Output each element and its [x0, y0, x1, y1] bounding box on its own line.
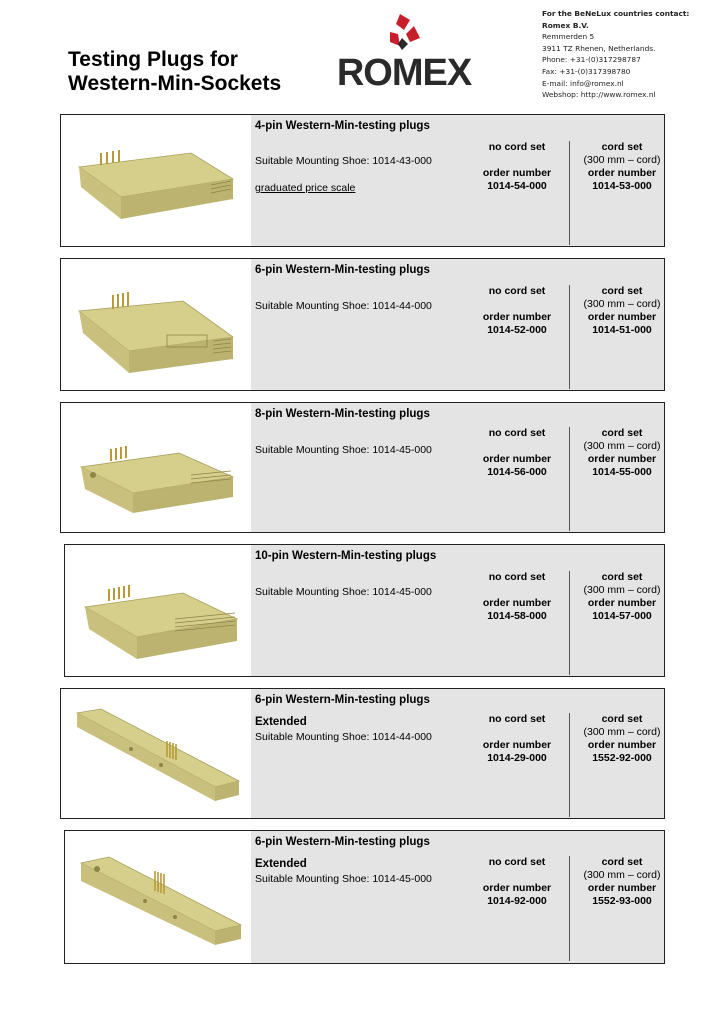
- cord-column: [572, 141, 672, 193]
- page-title-line-1: Testing Plugs for: [68, 48, 238, 71]
- no-cord-label: no cord set: [488, 285, 546, 297]
- product-image: [65, 545, 255, 676]
- order-number-label: order number: [587, 311, 657, 323]
- order-number-label: order number: [587, 739, 657, 751]
- mounting-shoe: Suitable Mounting Shoe: 1014-44-000: [255, 731, 432, 743]
- logo-wordmark: ROMEX: [336, 52, 472, 94]
- product-card: [60, 258, 665, 391]
- product-image: [61, 115, 251, 246]
- order-number-no-cord: 1014-29-000: [487, 752, 547, 764]
- cord-label: cord set: [601, 427, 643, 439]
- product-image: [61, 689, 251, 818]
- order-number-no-cord: 1014-58-000: [487, 610, 547, 622]
- cord-column: [572, 285, 672, 337]
- no-cord-label: no cord set: [488, 571, 546, 583]
- order-number-no-cord: 1014-54-000: [487, 180, 547, 192]
- contact-street: Remmerden 5: [542, 32, 595, 42]
- plug-6pin-extended-image: [75, 843, 247, 949]
- romex-emblem-icon: [318, 12, 490, 56]
- no-cord-column: [467, 427, 567, 479]
- contact-city: 3911 TZ Rhenen, Netherlands.: [542, 43, 656, 53]
- no-cord-column: [467, 856, 567, 908]
- order-number-label: order number: [482, 882, 552, 894]
- order-number-label: order number: [587, 597, 657, 609]
- plug-6pin-image: [71, 271, 243, 377]
- mounting-shoe: Suitable Mounting Shoe: 1014-45-000: [255, 586, 432, 598]
- order-number-no-cord: 1014-52-000: [487, 324, 547, 336]
- no-cord-label: no cord set: [488, 427, 546, 439]
- order-number-cord: 1014-57-000: [592, 610, 652, 622]
- page-title: [68, 48, 281, 96]
- no-cord-label: no cord set: [488, 713, 546, 725]
- no-cord-label: no cord set: [488, 141, 546, 153]
- column-divider: [569, 285, 570, 389]
- cord-column: [572, 713, 672, 765]
- product-card: [64, 830, 665, 964]
- product-card: [64, 544, 665, 677]
- product-variant: Extended: [255, 858, 307, 870]
- plug-10pin-image: [75, 557, 247, 663]
- column-divider: [569, 571, 570, 675]
- order-number-label: order number: [482, 167, 552, 179]
- no-cord-column: [467, 141, 567, 193]
- column-divider: [569, 713, 570, 817]
- cord-length: (300 mm – cord): [583, 298, 661, 310]
- order-number-cord: 1552-93-000: [592, 895, 652, 907]
- contact-company: Romex B.V.: [542, 20, 589, 30]
- cord-length: (300 mm – cord): [583, 440, 661, 452]
- product-name: 6-pin Western-Min-testing plugs: [255, 264, 430, 276]
- order-number-cord: 1552-92-000: [592, 752, 652, 764]
- order-number-label: order number: [587, 167, 657, 179]
- order-number-label: order number: [587, 453, 657, 465]
- order-number-cord: 1014-51-000: [592, 324, 652, 336]
- cord-label: cord set: [601, 856, 643, 868]
- order-number-label: order number: [482, 311, 552, 323]
- product-name: 4-pin Western-Min-testing plugs: [255, 120, 430, 132]
- cord-column: [572, 856, 672, 908]
- order-number-cord: 1014-53-000: [592, 180, 652, 192]
- cord-label: cord set: [601, 571, 643, 583]
- plug-8pin-image: [71, 415, 243, 521]
- order-number-cord: 1014-55-000: [592, 466, 652, 478]
- product-info: [251, 689, 664, 818]
- product-image: [61, 403, 251, 532]
- order-number-label: order number: [482, 739, 552, 751]
- column-divider: [569, 141, 570, 245]
- product-info: [251, 545, 664, 676]
- column-divider: [569, 427, 570, 531]
- product-card: [60, 114, 665, 247]
- mounting-shoe: Suitable Mounting Shoe: 1014-45-000: [255, 873, 432, 885]
- order-number-label: order number: [482, 453, 552, 465]
- order-number-label: order number: [482, 597, 552, 609]
- product-variant: Extended: [255, 716, 307, 728]
- product-info: [251, 115, 664, 246]
- no-cord-label: no cord set: [488, 856, 546, 868]
- mounting-shoe: Suitable Mounting Shoe: 1014-44-000: [255, 300, 432, 312]
- product-card: [60, 688, 665, 819]
- product-info: [251, 403, 664, 532]
- cord-label: cord set: [601, 285, 643, 297]
- product-name: 10-pin Western-Min-testing plugs: [255, 550, 437, 562]
- plug-4pin-image: [71, 127, 243, 233]
- mounting-shoe: Suitable Mounting Shoe: 1014-45-000: [255, 444, 432, 456]
- contact-heading: For the BeNeLux countries contact:: [542, 9, 690, 18]
- contact-block: [542, 8, 722, 101]
- no-cord-column: [467, 713, 567, 765]
- page-title-line-2: Western-Min-Sockets: [68, 72, 282, 95]
- cord-label: cord set: [601, 141, 643, 153]
- cord-column: [572, 427, 672, 479]
- order-number-label: order number: [587, 882, 657, 894]
- cord-length: (300 mm – cord): [583, 154, 661, 166]
- plug-6pin-extended-image: [71, 701, 243, 807]
- mounting-shoe: Suitable Mounting Shoe: 1014-43-000: [255, 155, 432, 167]
- contact-email[interactable]: E-mail: info@romex.nl: [542, 78, 624, 88]
- product-info: [251, 831, 664, 963]
- product-card: [60, 402, 665, 533]
- order-number-no-cord: 1014-56-000: [487, 466, 547, 478]
- cord-length: (300 mm – cord): [583, 584, 661, 596]
- column-divider: [569, 856, 570, 961]
- product-image: [61, 259, 251, 390]
- product-image: [65, 831, 255, 963]
- product-name: 6-pin Western-Min-testing plugs: [255, 836, 430, 848]
- cord-length: (300 mm – cord): [583, 726, 661, 738]
- cord-length: (300 mm – cord): [583, 869, 661, 881]
- romex-logo: [318, 12, 490, 97]
- contact-phone: Phone: +31-(0)317298787: [542, 55, 641, 65]
- order-number-no-cord: 1014-92-000: [487, 895, 547, 907]
- product-name: 8-pin Western-Min-testing plugs: [255, 408, 430, 420]
- no-cord-column: [467, 571, 567, 623]
- product-info: [251, 259, 664, 390]
- contact-webshop[interactable]: Webshop: http://www.romex.nl: [542, 90, 656, 100]
- product-name: 6-pin Western-Min-testing plugs: [255, 694, 430, 706]
- cord-column: [572, 571, 672, 623]
- no-cord-column: [467, 285, 567, 337]
- contact-fax: Fax: +31-(0)317398780: [542, 66, 631, 76]
- cord-label: cord set: [601, 713, 643, 725]
- graduated-price-link[interactable]: graduated price scale: [255, 182, 356, 194]
